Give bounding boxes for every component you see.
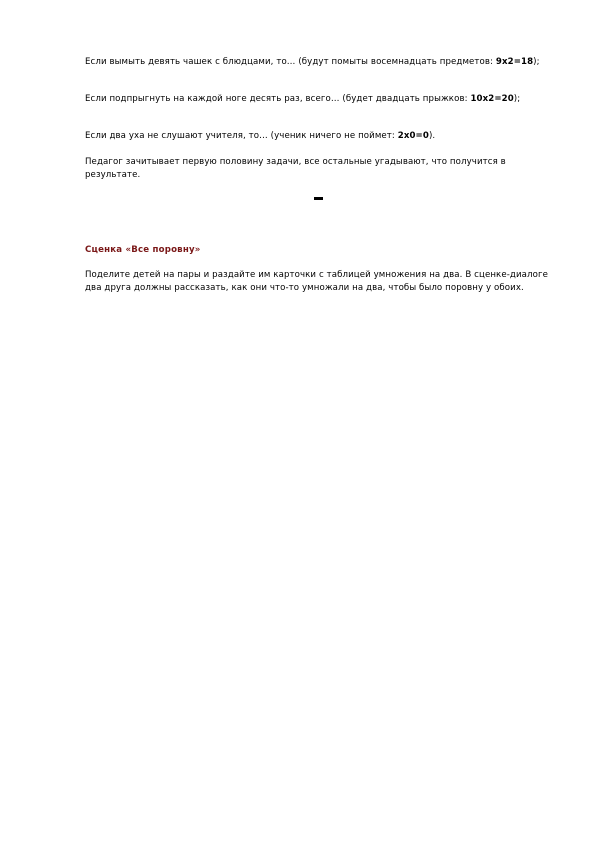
formula-jumps: 10х2=20 [470, 94, 514, 104]
section-body: Поделите детей на пары и раздайте им карточки с таблицей умножения на два. В сценке-диалоге два друга должны рассказать, как они что-то умножали на два, чтобы было поровну у обоих. [85, 270, 548, 293]
formula-ears: 2х0=0 [397, 131, 429, 141]
paragraph-instructions: Педагог зачитывает первую половину задачи, все остальные угадывают, что получится в результате. [85, 157, 506, 180]
paragraph-jumps [85, 93, 555, 106]
section-heading: Сценка «Все поровну» [85, 245, 201, 255]
separator-dash [314, 197, 323, 200]
paragraph-jumps-text: Если подпрыгнуть на каждой ноге десять раз, всего… (будет двадцать прыжков: [85, 94, 471, 104]
paragraph-cups-end: ); [533, 57, 540, 67]
paragraph-jumps-end: ); [513, 94, 521, 104]
paragraph-ears-text: Если два уха не слушают учителя, то… (ученик ничего не поймет: [85, 131, 398, 141]
paragraph-cups [85, 56, 555, 69]
paragraph-ears [85, 130, 555, 143]
paragraph-ears-end: ). [428, 131, 436, 141]
formula-cups: 9х2=18 [495, 57, 534, 67]
paragraph-cups-text: Если вымыть девять чашек с блюдцами, то… (будут помыты восемнадцать предметов: [85, 57, 496, 67]
